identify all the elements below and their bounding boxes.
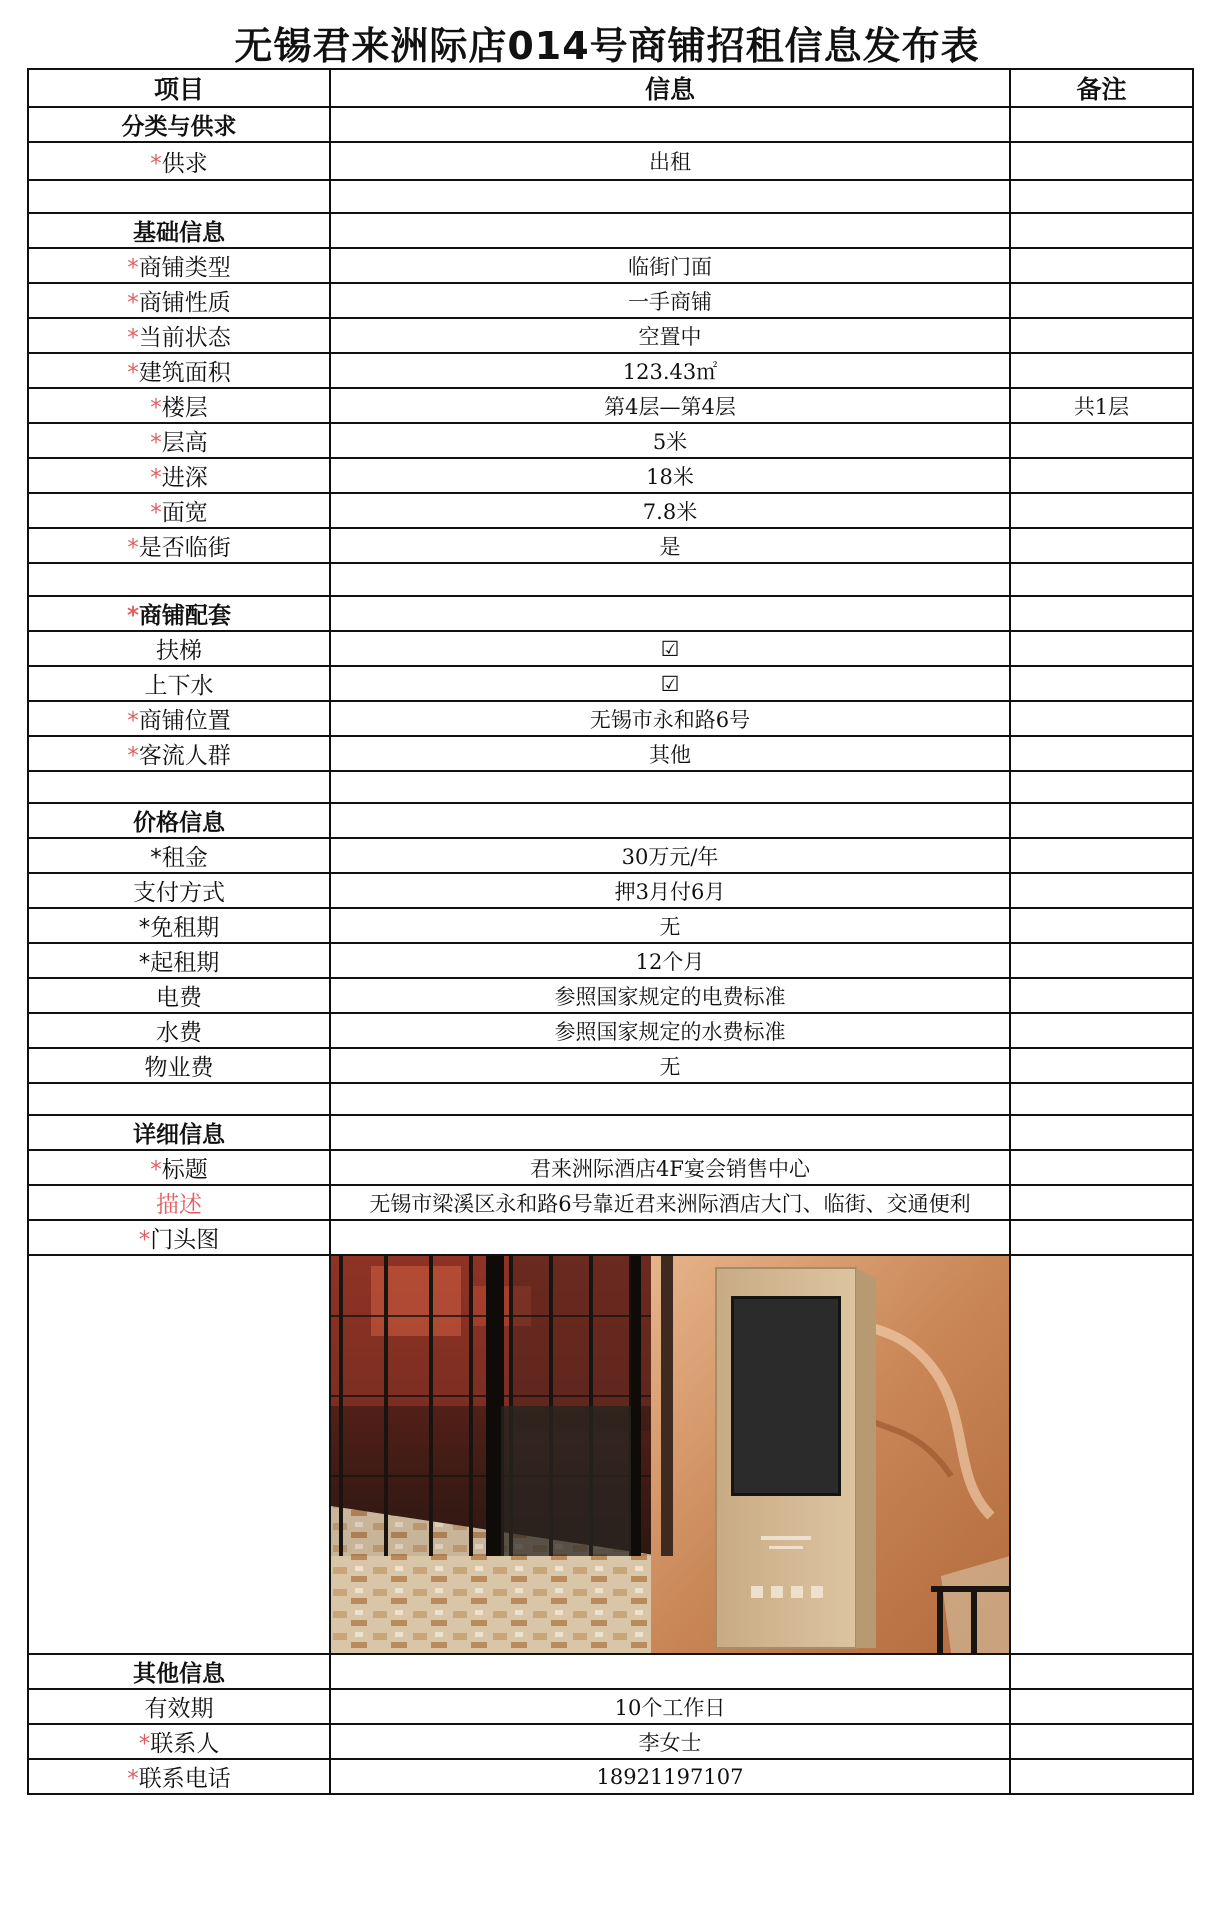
row-value [330, 803, 1010, 838]
row-label-text: 基础信息 [133, 220, 225, 246]
row-remark [1010, 1654, 1193, 1689]
row-value [330, 180, 1010, 213]
row-label-text: 楼层 [161, 395, 208, 421]
row-remark [1010, 771, 1193, 803]
row-remark [1010, 1048, 1193, 1083]
row-label [28, 736, 330, 771]
table-row [28, 1724, 1193, 1759]
row-remark [1010, 596, 1193, 631]
table-row [28, 1013, 1193, 1048]
row-label [28, 596, 330, 631]
table-row [28, 1220, 1193, 1255]
table-row [28, 180, 1193, 213]
table-row [28, 423, 1193, 458]
required-mark: * [127, 535, 139, 561]
table-row [28, 142, 1193, 180]
row-label-text: 商铺性质 [138, 290, 231, 316]
row-label [28, 248, 330, 283]
row-value [330, 1654, 1010, 1689]
row-label [28, 1150, 330, 1185]
row-label-text: 其他信息 [133, 1661, 225, 1687]
row-label-text: 是否临街 [138, 535, 231, 561]
header-remark: 备注 [1010, 69, 1193, 107]
row-value [330, 107, 1010, 142]
row-label-text: 供求 [161, 150, 208, 177]
row-remark [1010, 1115, 1193, 1150]
row-value [330, 596, 1010, 631]
required-mark: * [150, 395, 162, 421]
row-label-text: *免租期 [138, 915, 220, 941]
row-remark [1010, 1150, 1193, 1185]
row-label-text: 物业费 [144, 1055, 214, 1081]
required-mark: * [127, 708, 139, 734]
row-value: 123.43㎡ [330, 353, 1010, 388]
required-mark: * [127, 360, 139, 386]
table-row [28, 1759, 1193, 1794]
row-remark [1010, 318, 1193, 353]
row-label-text: 描述 [156, 1192, 202, 1218]
row-label [28, 803, 330, 838]
row-remark [1010, 873, 1193, 908]
row-remark [1010, 943, 1193, 978]
page-title: 无锡君来洲际店014号商铺招租信息发布表 [234, 24, 980, 68]
table-row [28, 873, 1193, 908]
row-remark [1010, 631, 1193, 666]
row-remark [1010, 1083, 1193, 1115]
row-label [28, 978, 330, 1013]
required-mark: * [127, 743, 139, 769]
row-remark: 共1层 [1010, 388, 1193, 423]
row-label-text: 面宽 [161, 500, 208, 526]
row-label-text: 标题 [161, 1157, 208, 1183]
table-row [28, 528, 1193, 563]
row-value: 李女士 [330, 1724, 1010, 1759]
table-row [28, 701, 1193, 736]
row-value: 无锡市梁溪区永和路6号靠近君来洲际酒店大门、临街、交通便利 [330, 1185, 1010, 1220]
required-mark: * [138, 1227, 151, 1253]
row-value: 一手商铺 [330, 283, 1010, 318]
row-value [330, 771, 1010, 803]
row-remark [1010, 142, 1193, 180]
row-remark [1010, 248, 1193, 283]
table-row [28, 353, 1193, 388]
row-value: 18米 [330, 458, 1010, 493]
table-row [28, 458, 1193, 493]
row-label [28, 563, 330, 596]
row-label [28, 1724, 330, 1759]
table-row [28, 1115, 1193, 1150]
row-value: 12个月 [330, 943, 1010, 978]
table-row [28, 1083, 1193, 1115]
row-value: 7.8米 [330, 493, 1010, 528]
row-label-text: 商铺位置 [138, 708, 231, 734]
header-item: 项目 [28, 69, 330, 107]
row-remark [1010, 353, 1193, 388]
row-remark [1010, 666, 1193, 701]
required-mark: * [127, 325, 139, 351]
row-label [28, 388, 330, 423]
table-row [28, 1654, 1193, 1689]
row-value: 18921197107 [330, 1759, 1010, 1794]
row-value: 参照国家规定的水费标准 [330, 1013, 1010, 1048]
row-value: 出租 [330, 142, 1010, 180]
table-row [28, 596, 1193, 631]
table-row [28, 631, 1193, 666]
table-row [28, 666, 1193, 701]
required-mark: * [127, 1766, 139, 1792]
required-mark: * [138, 1731, 151, 1757]
row-label [28, 353, 330, 388]
row-value [330, 213, 1010, 248]
row-label [28, 318, 330, 353]
row-remark [1010, 283, 1193, 318]
row-remark [1010, 423, 1193, 458]
info-table [27, 68, 1194, 1795]
row-value [330, 563, 1010, 596]
table-row [28, 1689, 1193, 1724]
table-row [28, 736, 1193, 771]
table-row [28, 283, 1193, 318]
table-row [28, 493, 1193, 528]
row-remark [1010, 701, 1193, 736]
row-value: ☑ [330, 666, 1010, 701]
photo-row-remark [1010, 1255, 1193, 1654]
row-label [28, 528, 330, 563]
row-label [28, 873, 330, 908]
row-remark [1010, 180, 1193, 213]
table-header-row [28, 69, 1193, 107]
row-remark [1010, 1724, 1193, 1759]
row-label [28, 1013, 330, 1048]
row-remark [1010, 838, 1193, 873]
row-label [28, 423, 330, 458]
row-remark [1010, 978, 1193, 1013]
row-label [28, 1115, 330, 1150]
table-row [28, 107, 1193, 142]
row-value: ☑ [330, 631, 1010, 666]
table-row [28, 213, 1193, 248]
row-label-text: 联系人 [150, 1731, 220, 1757]
storefront-photo [331, 1256, 1010, 1653]
row-label [28, 838, 330, 873]
row-value: 参照国家规定的电费标准 [330, 978, 1010, 1013]
row-label-text: 门头图 [150, 1227, 220, 1253]
row-label-text: 价格信息 [133, 810, 225, 836]
required-mark: * [150, 1157, 162, 1183]
row-label [28, 1759, 330, 1794]
row-label [28, 493, 330, 528]
row-label-text: *起租期 [138, 950, 220, 976]
row-label [28, 1220, 330, 1255]
row-label-text: 水费 [156, 1020, 202, 1046]
row-remark [1010, 1185, 1193, 1220]
storefront-photo-cell [330, 1255, 1010, 1654]
row-value: 其他 [330, 736, 1010, 771]
row-label-text: 分类与供求 [121, 114, 237, 140]
row-label-text: 支付方式 [133, 880, 225, 906]
row-label-text: 详细信息 [133, 1122, 225, 1148]
row-label [28, 701, 330, 736]
row-label [28, 1048, 330, 1083]
row-remark [1010, 1013, 1193, 1048]
row-label [28, 943, 330, 978]
photo-row-label [28, 1255, 330, 1654]
row-value: 30万元/年 [330, 838, 1010, 873]
row-remark [1010, 493, 1193, 528]
row-value: 是 [330, 528, 1010, 563]
table-row [28, 318, 1193, 353]
table-row [28, 908, 1193, 943]
row-remark [1010, 1689, 1193, 1724]
row-label-text: 当前状态 [138, 325, 231, 351]
row-label-text: 有效期 [144, 1696, 214, 1722]
row-label [28, 283, 330, 318]
table-row [28, 943, 1193, 978]
table-row [28, 978, 1193, 1013]
row-value: 5米 [330, 423, 1010, 458]
row-remark [1010, 736, 1193, 771]
required-mark: * [150, 465, 162, 491]
row-remark [1010, 1759, 1193, 1794]
header-info: 信息 [330, 69, 1010, 107]
row-label-text: 联系电话 [138, 1766, 231, 1792]
row-label-text: 客流人群 [138, 743, 231, 769]
row-value: 10个工作日 [330, 1689, 1010, 1724]
row-label [28, 1689, 330, 1724]
row-remark [1010, 213, 1193, 248]
row-value: 空置中 [330, 318, 1010, 353]
row-value: 临街门面 [330, 248, 1010, 283]
row-label [28, 1083, 330, 1115]
row-label-text: 扶梯 [156, 638, 202, 664]
row-value [330, 1115, 1010, 1150]
row-label [28, 631, 330, 666]
required-mark: * [127, 290, 139, 316]
row-remark [1010, 458, 1193, 493]
row-value: 无锡市永和路6号 [330, 701, 1010, 736]
row-label-text: 商铺配套 [139, 603, 232, 629]
row-label [28, 1185, 330, 1220]
row-label [28, 908, 330, 943]
row-remark [1010, 1220, 1193, 1255]
required-mark: * [150, 430, 162, 456]
row-label [28, 107, 330, 142]
row-label-text: 商铺类型 [138, 255, 231, 281]
required-mark: * [127, 255, 139, 281]
row-value: 押3月付6月 [330, 873, 1010, 908]
row-label [28, 771, 330, 803]
row-remark [1010, 528, 1193, 563]
required-mark: * [126, 603, 140, 629]
row-label [28, 142, 330, 180]
table-row [28, 803, 1193, 838]
row-label [28, 180, 330, 213]
row-label-text: 层高 [161, 430, 208, 456]
row-value [330, 1220, 1010, 1255]
row-label-text: 上下水 [144, 673, 214, 699]
row-label-text: 建筑面积 [138, 360, 231, 386]
required-mark: * [150, 150, 162, 177]
row-value: 第4层—第4层 [330, 388, 1010, 423]
row-value: 无 [330, 1048, 1010, 1083]
row-remark [1010, 563, 1193, 596]
row-remark [1010, 803, 1193, 838]
table-row [28, 1185, 1193, 1220]
table-row [28, 771, 1193, 803]
row-remark [1010, 107, 1193, 142]
table-row [28, 838, 1193, 873]
row-label-text: *租金 [150, 845, 208, 871]
table-row [28, 388, 1193, 423]
row-remark [1010, 908, 1193, 943]
row-label [28, 1654, 330, 1689]
row-value [330, 1083, 1010, 1115]
row-label-text: 进深 [161, 465, 208, 491]
table-row [28, 248, 1193, 283]
row-label [28, 666, 330, 701]
row-label-text: 电费 [156, 985, 202, 1011]
row-label [28, 458, 330, 493]
photo-row [28, 1255, 1193, 1654]
table-row [28, 563, 1193, 596]
required-mark: * [150, 500, 162, 526]
table-row [28, 1150, 1193, 1185]
row-label [28, 213, 330, 248]
table-row [28, 1048, 1193, 1083]
row-value: 无 [330, 908, 1010, 943]
row-value: 君来洲际酒店4F宴会销售中心 [330, 1150, 1010, 1185]
